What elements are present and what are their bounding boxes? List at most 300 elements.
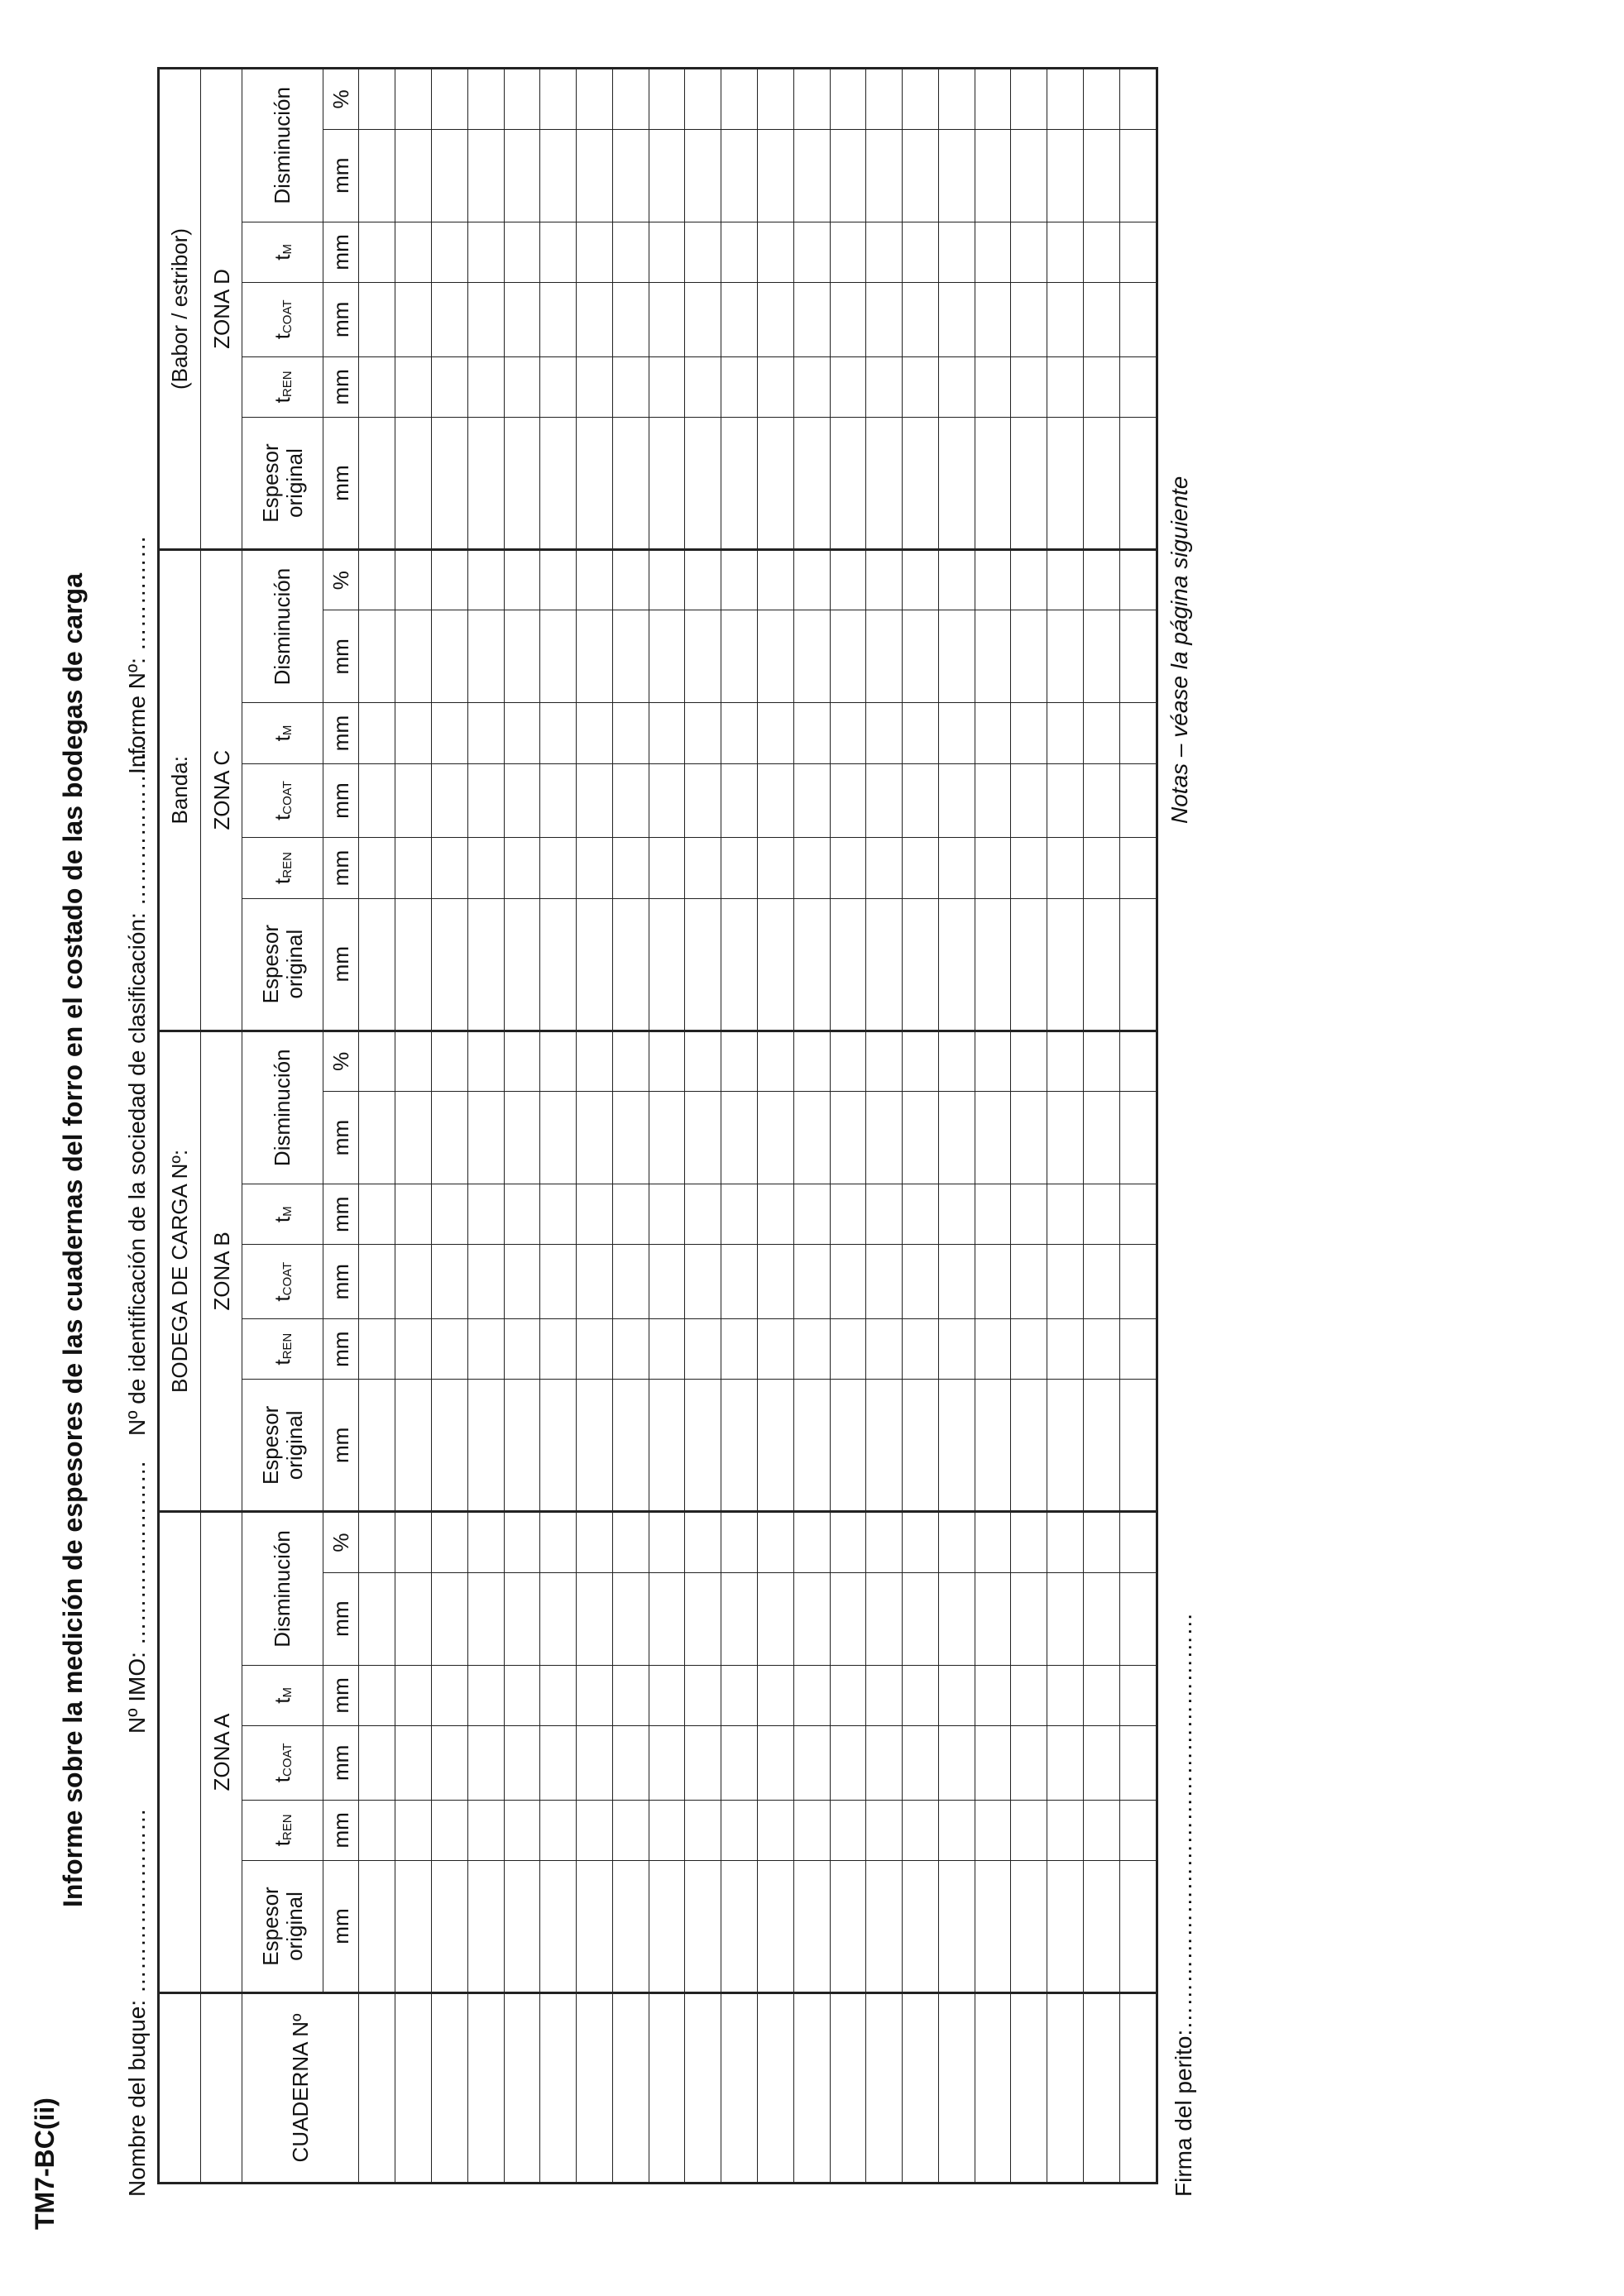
measurement-cell[interactable]	[649, 69, 685, 130]
measurement-cell[interactable]	[395, 1031, 432, 1092]
frame-number-cell[interactable]	[975, 1992, 1011, 2183]
measurement-cell[interactable]	[938, 418, 975, 550]
measurement-cell[interactable]	[938, 1380, 975, 1512]
measurement-cell[interactable]	[577, 1861, 613, 1993]
measurement-cell[interactable]	[866, 763, 903, 837]
measurement-cell[interactable]	[793, 1861, 830, 1993]
measurement-cell[interactable]	[395, 1318, 432, 1380]
measurement-cell[interactable]	[866, 838, 903, 899]
surveyor-signature-field[interactable]: Firma del perito:………………………………………………	[1171, 1612, 1196, 2197]
measurement-cell[interactable]	[540, 1318, 577, 1380]
measurement-cell[interactable]	[649, 283, 685, 356]
measurement-cell[interactable]	[431, 222, 467, 283]
measurement-cell[interactable]	[1011, 69, 1047, 130]
frame-number-cell[interactable]	[649, 1992, 685, 2183]
measurement-cell[interactable]	[540, 1031, 577, 1092]
measurement-cell[interactable]	[721, 1726, 758, 1800]
measurement-cell[interactable]	[540, 356, 577, 418]
measurement-cell[interactable]	[467, 1800, 504, 1861]
measurement-cell[interactable]	[758, 1184, 794, 1245]
measurement-cell[interactable]	[1047, 1800, 1084, 1861]
measurement-cell[interactable]	[1011, 1380, 1047, 1512]
measurement-cell[interactable]	[758, 283, 794, 356]
measurement-cell[interactable]	[685, 222, 721, 283]
measurement-cell[interactable]	[1119, 69, 1157, 130]
measurement-cell[interactable]	[577, 898, 613, 1031]
measurement-cell[interactable]	[1084, 129, 1120, 222]
measurement-cell[interactable]	[612, 356, 649, 418]
measurement-cell[interactable]	[359, 898, 395, 1031]
measurement-cell[interactable]	[866, 129, 903, 222]
report-number-field[interactable]: Informe Nº: ……………	[124, 535, 150, 774]
measurement-cell[interactable]	[359, 838, 395, 899]
measurement-cell[interactable]	[540, 763, 577, 837]
measurement-cell[interactable]	[540, 1861, 577, 1993]
measurement-cell[interactable]	[1084, 898, 1120, 1031]
measurement-cell[interactable]	[395, 703, 432, 764]
measurement-cell[interactable]	[395, 129, 432, 222]
measurement-cell[interactable]	[685, 703, 721, 764]
measurement-cell[interactable]	[685, 418, 721, 550]
measurement-cell[interactable]	[504, 549, 540, 610]
measurement-cell[interactable]	[540, 610, 577, 703]
measurement-cell[interactable]	[649, 1726, 685, 1800]
measurement-cell[interactable]	[758, 1572, 794, 1665]
measurement-cell[interactable]	[830, 1572, 866, 1665]
measurement-cell[interactable]	[1011, 1861, 1047, 1993]
measurement-cell[interactable]	[431, 703, 467, 764]
measurement-cell[interactable]	[758, 1318, 794, 1380]
measurement-cell[interactable]	[830, 418, 866, 550]
measurement-cell[interactable]	[793, 1726, 830, 1800]
measurement-cell[interactable]	[359, 1861, 395, 1993]
measurement-cell[interactable]	[830, 1726, 866, 1800]
measurement-cell[interactable]	[938, 1318, 975, 1380]
measurement-cell[interactable]	[649, 1800, 685, 1861]
measurement-cell[interactable]	[793, 1800, 830, 1861]
measurement-cell[interactable]	[758, 1380, 794, 1512]
measurement-cell[interactable]	[793, 1380, 830, 1512]
measurement-cell[interactable]	[793, 129, 830, 222]
measurement-cell[interactable]	[866, 610, 903, 703]
measurement-cell[interactable]	[938, 69, 975, 130]
measurement-cell[interactable]	[938, 838, 975, 899]
measurement-cell[interactable]	[1119, 1380, 1157, 1512]
measurement-cell[interactable]	[975, 610, 1011, 703]
measurement-cell[interactable]	[649, 1318, 685, 1380]
measurement-cell[interactable]	[649, 838, 685, 899]
measurement-cell[interactable]	[938, 1800, 975, 1861]
measurement-cell[interactable]	[467, 1184, 504, 1245]
measurement-cell[interactable]	[359, 283, 395, 356]
measurement-cell[interactable]	[540, 1184, 577, 1245]
measurement-cell[interactable]	[1011, 1512, 1047, 1573]
measurement-cell[interactable]	[1084, 610, 1120, 703]
measurement-cell[interactable]	[1011, 1726, 1047, 1800]
measurement-cell[interactable]	[359, 1184, 395, 1245]
measurement-cell[interactable]	[1011, 610, 1047, 703]
measurement-cell[interactable]	[467, 1380, 504, 1512]
measurement-cell[interactable]	[431, 418, 467, 550]
measurement-cell[interactable]	[1084, 222, 1120, 283]
measurement-cell[interactable]	[612, 1380, 649, 1512]
measurement-cell[interactable]	[1011, 898, 1047, 1031]
measurement-cell[interactable]	[431, 1512, 467, 1573]
measurement-cell[interactable]	[721, 1184, 758, 1245]
measurement-cell[interactable]	[395, 222, 432, 283]
measurement-cell[interactable]	[504, 1318, 540, 1380]
measurement-cell[interactable]	[1119, 1512, 1157, 1573]
measurement-cell[interactable]	[649, 1861, 685, 1993]
measurement-cell[interactable]	[903, 1512, 939, 1573]
measurement-cell[interactable]	[431, 763, 467, 837]
measurement-cell[interactable]	[612, 1800, 649, 1861]
measurement-cell[interactable]	[649, 1665, 685, 1726]
measurement-cell[interactable]	[612, 129, 649, 222]
measurement-cell[interactable]	[793, 703, 830, 764]
measurement-cell[interactable]	[577, 1665, 613, 1726]
measurement-cell[interactable]	[431, 69, 467, 130]
measurement-cell[interactable]	[1084, 703, 1120, 764]
measurement-cell[interactable]	[721, 1665, 758, 1726]
measurement-cell[interactable]	[938, 1572, 975, 1665]
measurement-cell[interactable]	[1047, 1512, 1084, 1573]
measurement-cell[interactable]	[1011, 356, 1047, 418]
measurement-cell[interactable]	[395, 1726, 432, 1800]
measurement-cell[interactable]	[577, 418, 613, 550]
measurement-cell[interactable]	[903, 283, 939, 356]
measurement-cell[interactable]	[685, 838, 721, 899]
measurement-cell[interactable]	[1047, 1726, 1084, 1800]
frame-number-cell[interactable]	[938, 1992, 975, 2183]
measurement-cell[interactable]	[1047, 1031, 1084, 1092]
measurement-cell[interactable]	[1011, 1800, 1047, 1861]
measurement-cell[interactable]	[685, 549, 721, 610]
measurement-cell[interactable]	[649, 1380, 685, 1512]
measurement-cell[interactable]	[758, 69, 794, 130]
frame-number-cell[interactable]	[431, 1992, 467, 2183]
measurement-cell[interactable]	[866, 356, 903, 418]
measurement-cell[interactable]	[540, 129, 577, 222]
measurement-cell[interactable]	[975, 1861, 1011, 1993]
measurement-cell[interactable]	[866, 1861, 903, 1993]
measurement-cell[interactable]	[938, 1031, 975, 1092]
measurement-cell[interactable]	[758, 1031, 794, 1092]
measurement-cell[interactable]	[612, 418, 649, 550]
measurement-cell[interactable]	[758, 1245, 794, 1318]
measurement-cell[interactable]	[504, 69, 540, 130]
measurement-cell[interactable]	[540, 838, 577, 899]
measurement-cell[interactable]	[1119, 1184, 1157, 1245]
measurement-cell[interactable]	[1047, 763, 1084, 837]
measurement-cell[interactable]	[577, 1512, 613, 1573]
measurement-cell[interactable]	[1011, 1665, 1047, 1726]
measurement-cell[interactable]	[758, 763, 794, 837]
measurement-cell[interactable]	[612, 838, 649, 899]
measurement-cell[interactable]	[467, 610, 504, 703]
measurement-cell[interactable]	[793, 898, 830, 1031]
measurement-cell[interactable]	[1011, 222, 1047, 283]
measurement-cell[interactable]	[1011, 703, 1047, 764]
measurement-cell[interactable]	[504, 838, 540, 899]
measurement-cell[interactable]	[830, 898, 866, 1031]
measurement-cell[interactable]	[975, 129, 1011, 222]
measurement-cell[interactable]	[612, 1512, 649, 1573]
measurement-cell[interactable]	[1011, 1031, 1047, 1092]
side-label[interactable]: Banda:	[159, 549, 201, 1031]
measurement-cell[interactable]	[1011, 129, 1047, 222]
measurement-cell[interactable]	[758, 356, 794, 418]
measurement-cell[interactable]	[793, 838, 830, 899]
measurement-cell[interactable]	[467, 1318, 504, 1380]
measurement-cell[interactable]	[1084, 1800, 1120, 1861]
measurement-cell[interactable]	[903, 1031, 939, 1092]
measurement-cell[interactable]	[577, 838, 613, 899]
measurement-cell[interactable]	[1084, 549, 1120, 610]
measurement-cell[interactable]	[540, 1572, 577, 1665]
measurement-cell[interactable]	[649, 1031, 685, 1092]
measurement-cell[interactable]	[903, 1318, 939, 1380]
measurement-cell[interactable]	[467, 356, 504, 418]
measurement-cell[interactable]	[577, 610, 613, 703]
measurement-cell[interactable]	[758, 1726, 794, 1800]
measurement-cell[interactable]	[431, 283, 467, 356]
measurement-cell[interactable]	[1119, 703, 1157, 764]
measurement-cell[interactable]	[359, 69, 395, 130]
measurement-cell[interactable]	[1011, 838, 1047, 899]
measurement-cell[interactable]	[1119, 549, 1157, 610]
measurement-cell[interactable]	[721, 763, 758, 837]
measurement-cell[interactable]	[793, 283, 830, 356]
measurement-cell[interactable]	[1119, 129, 1157, 222]
measurement-cell[interactable]	[793, 1031, 830, 1092]
measurement-cell[interactable]	[938, 1092, 975, 1184]
measurement-cell[interactable]	[1011, 1184, 1047, 1245]
measurement-cell[interactable]	[540, 1380, 577, 1512]
measurement-cell[interactable]	[1119, 1092, 1157, 1184]
measurement-cell[interactable]	[758, 838, 794, 899]
measurement-cell[interactable]	[577, 1726, 613, 1800]
measurement-cell[interactable]	[721, 898, 758, 1031]
measurement-cell[interactable]	[612, 1665, 649, 1726]
measurement-cell[interactable]	[685, 1512, 721, 1573]
measurement-cell[interactable]	[1084, 1665, 1120, 1726]
measurement-cell[interactable]	[612, 1184, 649, 1245]
measurement-cell[interactable]	[359, 1512, 395, 1573]
measurement-cell[interactable]	[938, 1245, 975, 1318]
measurement-cell[interactable]	[1084, 1380, 1120, 1512]
measurement-cell[interactable]	[359, 703, 395, 764]
measurement-cell[interactable]	[504, 1800, 540, 1861]
measurement-cell[interactable]	[1084, 1092, 1120, 1184]
measurement-cell[interactable]	[1011, 549, 1047, 610]
measurement-cell[interactable]	[395, 1184, 432, 1245]
measurement-cell[interactable]	[395, 1861, 432, 1993]
measurement-cell[interactable]	[612, 1092, 649, 1184]
measurement-cell[interactable]	[975, 703, 1011, 764]
measurement-cell[interactable]	[577, 1245, 613, 1318]
measurement-cell[interactable]	[1084, 418, 1120, 550]
cargo-hold-label[interactable]: BODEGA DE CARGA Nº:	[159, 1031, 201, 1512]
measurement-cell[interactable]	[359, 222, 395, 283]
measurement-cell[interactable]	[431, 1184, 467, 1245]
measurement-cell[interactable]	[431, 1245, 467, 1318]
measurement-cell[interactable]	[793, 610, 830, 703]
measurement-cell[interactable]	[1011, 1572, 1047, 1665]
measurement-cell[interactable]	[395, 549, 432, 610]
measurement-cell[interactable]	[1047, 1318, 1084, 1380]
measurement-cell[interactable]	[721, 1380, 758, 1512]
measurement-cell[interactable]	[903, 1184, 939, 1245]
measurement-cell[interactable]	[721, 1861, 758, 1993]
measurement-cell[interactable]	[685, 898, 721, 1031]
measurement-cell[interactable]	[975, 356, 1011, 418]
measurement-cell[interactable]	[721, 1092, 758, 1184]
measurement-cell[interactable]	[1119, 222, 1157, 283]
measurement-cell[interactable]	[1119, 838, 1157, 899]
measurement-cell[interactable]	[504, 1380, 540, 1512]
measurement-cell[interactable]	[938, 1726, 975, 1800]
measurement-cell[interactable]	[903, 763, 939, 837]
measurement-cell[interactable]	[866, 418, 903, 550]
measurement-cell[interactable]	[1047, 222, 1084, 283]
measurement-cell[interactable]	[467, 549, 504, 610]
measurement-cell[interactable]	[540, 1512, 577, 1573]
measurement-cell[interactable]	[1084, 838, 1120, 899]
measurement-cell[interactable]	[504, 1572, 540, 1665]
measurement-cell[interactable]	[903, 356, 939, 418]
measurement-cell[interactable]	[649, 763, 685, 837]
measurement-cell[interactable]	[975, 1665, 1011, 1726]
measurement-cell[interactable]	[975, 69, 1011, 130]
measurement-cell[interactable]	[395, 69, 432, 130]
measurement-cell[interactable]	[577, 1318, 613, 1380]
measurement-cell[interactable]	[504, 1092, 540, 1184]
measurement-cell[interactable]	[649, 418, 685, 550]
measurement-cell[interactable]	[359, 356, 395, 418]
measurement-cell[interactable]	[1047, 838, 1084, 899]
measurement-cell[interactable]	[612, 1031, 649, 1092]
measurement-cell[interactable]	[975, 1031, 1011, 1092]
measurement-cell[interactable]	[866, 898, 903, 1031]
measurement-cell[interactable]	[685, 283, 721, 356]
measurement-cell[interactable]	[540, 418, 577, 550]
measurement-cell[interactable]	[540, 549, 577, 610]
measurement-cell[interactable]	[612, 1726, 649, 1800]
measurement-cell[interactable]	[467, 1665, 504, 1726]
measurement-cell[interactable]	[1047, 69, 1084, 130]
measurement-cell[interactable]	[830, 129, 866, 222]
measurement-cell[interactable]	[866, 1665, 903, 1726]
measurement-cell[interactable]	[612, 1318, 649, 1380]
measurement-cell[interactable]	[721, 69, 758, 130]
measurement-cell[interactable]	[685, 1861, 721, 1993]
measurement-cell[interactable]	[721, 356, 758, 418]
measurement-cell[interactable]	[649, 610, 685, 703]
measurement-cell[interactable]	[903, 898, 939, 1031]
measurement-cell[interactable]	[830, 1380, 866, 1512]
measurement-cell[interactable]	[1011, 418, 1047, 550]
measurement-cell[interactable]	[866, 1380, 903, 1512]
measurement-cell[interactable]	[359, 418, 395, 550]
measurement-cell[interactable]	[504, 1512, 540, 1573]
measurement-cell[interactable]	[1047, 356, 1084, 418]
measurement-cell[interactable]	[649, 1245, 685, 1318]
frame-number-cell[interactable]	[612, 1992, 649, 2183]
measurement-cell[interactable]	[504, 1245, 540, 1318]
measurement-cell[interactable]	[504, 129, 540, 222]
frame-number-cell[interactable]	[685, 1992, 721, 2183]
measurement-cell[interactable]	[467, 1031, 504, 1092]
measurement-cell[interactable]	[758, 610, 794, 703]
measurement-cell[interactable]	[431, 898, 467, 1031]
measurement-cell[interactable]	[504, 1726, 540, 1800]
measurement-cell[interactable]	[431, 1665, 467, 1726]
measurement-cell[interactable]	[758, 703, 794, 764]
measurement-cell[interactable]	[758, 898, 794, 1031]
measurement-cell[interactable]	[395, 898, 432, 1031]
measurement-cell[interactable]	[1011, 1245, 1047, 1318]
measurement-cell[interactable]	[721, 610, 758, 703]
measurement-cell[interactable]	[431, 129, 467, 222]
measurement-cell[interactable]	[685, 69, 721, 130]
measurement-cell[interactable]	[830, 1184, 866, 1245]
measurement-cell[interactable]	[395, 1800, 432, 1861]
measurement-cell[interactable]	[577, 1800, 613, 1861]
measurement-cell[interactable]	[938, 1512, 975, 1573]
frame-number-cell[interactable]	[758, 1992, 794, 2183]
measurement-cell[interactable]	[1119, 898, 1157, 1031]
measurement-cell[interactable]	[1084, 1572, 1120, 1665]
measurement-cell[interactable]	[793, 222, 830, 283]
measurement-cell[interactable]	[577, 1380, 613, 1512]
measurement-cell[interactable]	[395, 1380, 432, 1512]
measurement-cell[interactable]	[577, 1572, 613, 1665]
measurement-cell[interactable]	[758, 1092, 794, 1184]
measurement-cell[interactable]	[395, 1092, 432, 1184]
measurement-cell[interactable]	[830, 1665, 866, 1726]
measurement-cell[interactable]	[504, 418, 540, 550]
measurement-cell[interactable]	[793, 1184, 830, 1245]
frame-number-cell[interactable]	[1119, 1992, 1157, 2183]
measurement-cell[interactable]	[395, 610, 432, 703]
measurement-cell[interactable]	[431, 838, 467, 899]
measurement-cell[interactable]	[830, 1031, 866, 1092]
measurement-cell[interactable]	[612, 1861, 649, 1993]
measurement-cell[interactable]	[903, 1092, 939, 1184]
measurement-cell[interactable]	[1084, 1184, 1120, 1245]
measurement-cell[interactable]	[1119, 1861, 1157, 1993]
measurement-cell[interactable]	[1119, 418, 1157, 550]
measurement-cell[interactable]	[467, 838, 504, 899]
frame-number-cell[interactable]	[1084, 1992, 1120, 2183]
measurement-cell[interactable]	[577, 222, 613, 283]
measurement-cell[interactable]	[685, 610, 721, 703]
measurement-cell[interactable]	[830, 1861, 866, 1993]
measurement-cell[interactable]	[793, 1092, 830, 1184]
measurement-cell[interactable]	[866, 1245, 903, 1318]
measurement-cell[interactable]	[540, 1800, 577, 1861]
measurement-cell[interactable]	[1047, 1092, 1084, 1184]
frame-number-cell[interactable]	[1047, 1992, 1084, 2183]
measurement-cell[interactable]	[467, 763, 504, 837]
measurement-cell[interactable]	[975, 1380, 1011, 1512]
measurement-cell[interactable]	[866, 1572, 903, 1665]
measurement-cell[interactable]	[504, 222, 540, 283]
measurement-cell[interactable]	[359, 1572, 395, 1665]
measurement-cell[interactable]	[540, 283, 577, 356]
measurement-cell[interactable]	[975, 1572, 1011, 1665]
